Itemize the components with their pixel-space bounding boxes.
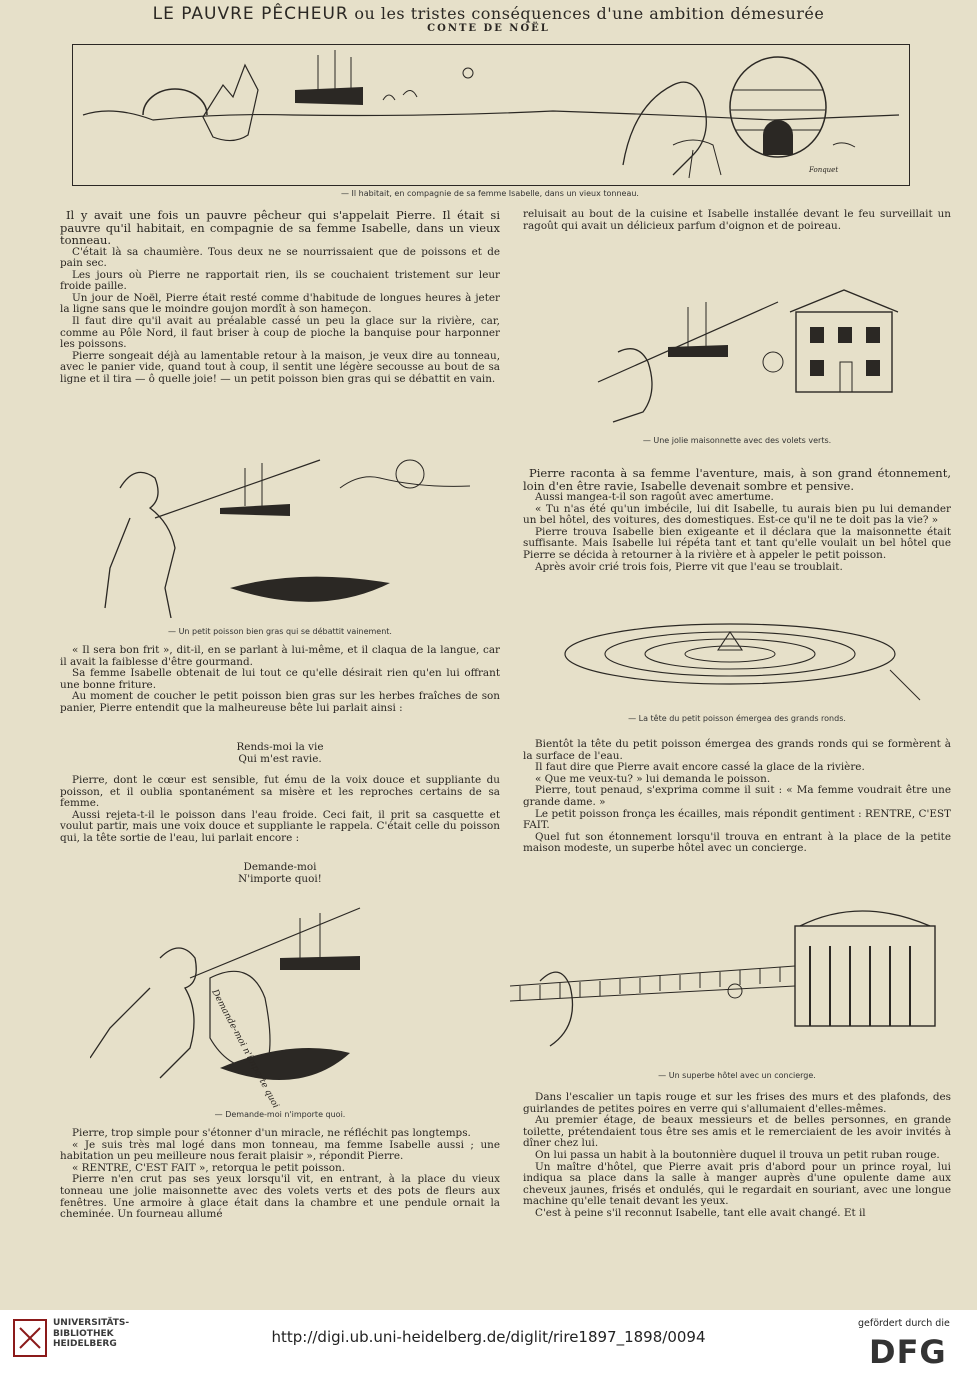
- demande-drawing: [90, 898, 490, 1103]
- paragraph: Sa femme Isabelle obtenait de lui tout ce qu'elle désirait rien qu'en lui offrant une bonne friture.: [60, 667, 500, 691]
- title-main: LE PAUVRE PÊCHEUR: [152, 4, 349, 24]
- ronds-drawing: [560, 622, 930, 702]
- paragraph: Un maître d'hôtel, que Pierre avait pris d'abord pour un prince royal, lui indiqua sa place dans la salle à manger auprès d'une opulente dame aux cheveux jaunes, frisés et ondulés, qui le regardait en souriant, avec une longue machine qu'elle tenait devant les yeux.: [523, 1160, 951, 1208]
- paragraph: On lui passa un habit à la boutonnière duquel il trouva un petit ruban rouge.: [535, 1148, 940, 1161]
- caption-hotel: — Un superbe hôtel avec un concierge.: [658, 1071, 816, 1080]
- verse-line: Qui m'est ravie.: [238, 752, 322, 765]
- right-column-b: [523, 467, 951, 573]
- paragraph: Il faut dire que Pierre avait encore cassé la glace de la rivière.: [535, 761, 865, 774]
- paragraph: Aussi rejeta-t-il le poisson dans l'eau froide. Ceci fait, il prit sa casquette et voulut partir, mais une voix douce et suppliante le rappela. C'était celle du poisson qui, la tête sortie de l'eau, lui parlait encore :: [60, 808, 500, 844]
- banner-illustration: [72, 44, 910, 186]
- paragraph: Quel fut son étonnement lorsqu'il trouva en entrant à la place de la petite maison modeste, un superbe hôtel avec un concierge.: [523, 830, 951, 855]
- paragraph: Pierre songeait déjà au lamentable retour à la maison, je veux dire au tonneau, avec le panier vide, quand tout à coup, il sentit une légère secousse au bout de sa ligne et il tira — ô quelle joie! — un petit poisson bien gras qui se débattit en vain.: [60, 349, 500, 386]
- left-column-c: [60, 775, 500, 845]
- paragraph: Dans l'escalier un tapis rouge et sur les frises des murs et des plafonds, des guirlandes de petites poires en verre qui s'allumaient d'elles-mêmes.: [523, 1091, 951, 1115]
- paragraph: C'est à peine s'il reconnut Isabelle, tant elle avait changé. Et il: [535, 1206, 866, 1219]
- verse-line: N'importe quoi!: [238, 872, 322, 885]
- maisonnette-drawing: [578, 272, 908, 424]
- library-line: BIBLIOTHEK: [53, 1328, 114, 1339]
- paragraph: Bientôt la tête du petit poisson émergea des grands ronds qui se formèrent à la surface de l'eau.: [523, 738, 951, 762]
- page-subtitle: CONTE DE NOËL: [427, 23, 550, 34]
- caption-demande: — Demande-moi n'importe quoi.: [214, 1110, 346, 1119]
- paragraph: Au premier étage, de beaux messieurs et de belles personnes, en grande toilette, prétendaient tous être ses amis et le remerciaient de les avoir invités à dîner chez lui.: [523, 1114, 951, 1150]
- paragraph: reluisait au bout de la cuisine et Isabelle installée devant le feu surveillait un ragoût qui avait un délicieux parfum d'oignon et de poireau.: [523, 208, 951, 232]
- paragraph: Pierre, tout penaud, s'exprima comme il suit : « Ma femme voudrait être une grande dame. »: [523, 784, 951, 808]
- right-column-c: [523, 739, 951, 855]
- paragraph: Il faut dire qu'il avait au préalable cassé un peu la glace sur la rivière, car, comme au Pôle Nord, il faut briser à coup de pioche la banquise pour harponner les poissons.: [60, 315, 500, 351]
- illustration-fish-fight: [70, 448, 490, 618]
- right-column-d: [523, 1092, 951, 1220]
- verse-line: Rends-moi la vie: [236, 741, 324, 753]
- title-rest: ou les tristes conséquences d'une ambition démesurée: [348, 4, 825, 23]
- left-column-b: [60, 645, 500, 715]
- paragraph: Un jour de Noël, Pierre était resté comme d'habitude de longues heures à jeter la ligne sans que le moindre goujon mordît à son hameçon.: [60, 291, 500, 316]
- hotel-drawing: [510, 886, 950, 1062]
- paragraph: Pierre, trop simple pour s'étonner d'un miracle, ne réfléchit pas longtemps.: [72, 1127, 471, 1139]
- page-title: [0, 4, 977, 24]
- paragraph: Pierre raconta à sa femme l'aventure, mais, à son grand étonnement, loin d'en être ravie, Isabelle devenait sombre et pensive.: [523, 466, 951, 493]
- caption-fish-fight: — Un petit poisson bien gras qui se débattit vainement.: [168, 627, 392, 636]
- illustration-hotel: [510, 886, 950, 1062]
- permalink-url[interactable]: http://digi.ub.uni-heidelberg.de/diglit/rire1897_1898/0094: [271, 1328, 706, 1346]
- paragraph: « Je suis très mal logé dans mon tonneau, ma femme Isabelle aussi ; une habitation un peu meilleure nous ferait plaisir », répondit Pierre.: [60, 1138, 500, 1163]
- paragraph: Le petit poisson fronça les écailles, mais répondit gentiment : RENTRE, C'EST FAIT.: [523, 807, 951, 832]
- banner-signature: Fonquet: [809, 166, 839, 174]
- paragraph: Après avoir crié trois fois, Pierre vit que l'eau se troublait.: [535, 560, 843, 573]
- paragraph: Pierre, dont le cœur est sensible, fut ému de la voix douce et suppliante du poisson, et il oublia spontanément sa misère et les reproches certains de sa femme.: [60, 774, 500, 810]
- paragraph: « Que me veux-tu? » lui demanda le poisson.: [535, 772, 771, 785]
- library-line: HEIDELBERG: [53, 1339, 117, 1349]
- illustration-maisonnette: [578, 272, 908, 424]
- left-column-d: [60, 1128, 500, 1221]
- paragraph: Aussi mangea-t-il son ragoût avec amertume.: [535, 491, 774, 503]
- verse-line: Demande-moi: [243, 861, 317, 873]
- paragraph: « Tu n'as été qu'un imbécile, lui dit Isabelle, tu aurais bien pu lui demander un bel hôtel, des voitures, des domestiques. Est-ce qu'il ne te doit pas la vie? »: [523, 502, 951, 527]
- paragraph: Au moment de coucher le petit poisson bien gras sur les herbes fraîches de son panier, Pierre entendit que la malheureuse bête lui parlait ainsi :: [60, 690, 500, 714]
- fish-speech-bubble: Demande-moi n'importe quoi: [209, 988, 281, 1111]
- paragraph: C'était là sa chaumière. Tous deux ne se nourrissaient que de poissons et de pain sec.: [60, 245, 500, 270]
- funded-by-label: gefördert durch die: [858, 1318, 950, 1329]
- dfg-logo[interactable]: DFG: [869, 1333, 947, 1371]
- banner-drawing: [73, 45, 909, 185]
- illustration-ronds: [560, 622, 930, 702]
- caption-maisonnette: — Une jolie maisonnette avec des volets verts.: [642, 436, 832, 445]
- caption-ronds: — La tête du petit poisson émergea des grands ronds.: [628, 714, 846, 723]
- verse-two: [60, 862, 500, 885]
- left-column-a: [60, 209, 500, 386]
- paragraph: Les jours où Pierre ne rapportait rien, ils se couchaient tristement sur leur froide paille.: [60, 268, 500, 293]
- paragraph: Il y avait une fois un pauvre pêcheur qui s'appelait Pierre. Il était si pauvre qu'il habitait, en compagnie de sa femme Isabelle, dans un vieux tonneau.: [60, 208, 500, 247]
- caption-banner: — Il habitait, en compagnie de sa femme Isabelle, dans un vieux tonneau.: [341, 189, 639, 198]
- right-column-a: [523, 209, 951, 232]
- paragraph: Pierre n'en crut pas ses yeux lorsqu'il vit, en entrant, à la place du vieux tonneau une jolie maisonnette avec des volets verts et des pots de fleurs aux fenêtres. Une armoire à glace était dans la chambre et une pendule ornait la cheminée. Un fourneau allumé: [60, 1173, 500, 1221]
- paragraph: « Il sera bon frit », dit-il, en se parlant à lui-même, et il claqua de la langue, car il avait la faiblesse d'être gourmand.: [60, 644, 500, 668]
- paragraph: Pierre trouva Isabelle bien exigeante et il déclara que la maisonnette était suffisante. Mais Isabelle lui répéta tant et tant qu'elle voulait un bel hôtel que Pierre se décida à retourner à la rivière et à appeler le petit poisson.: [523, 525, 951, 561]
- paragraph: « RENTRE, C'EST FAIT », retorqua le petit poisson.: [72, 1161, 346, 1174]
- fish-fight-drawing: [70, 448, 490, 618]
- illustration-demande: [90, 898, 490, 1111]
- verse-one: [60, 742, 500, 765]
- library-line: UNIVERSITÄTS-: [53, 1318, 130, 1328]
